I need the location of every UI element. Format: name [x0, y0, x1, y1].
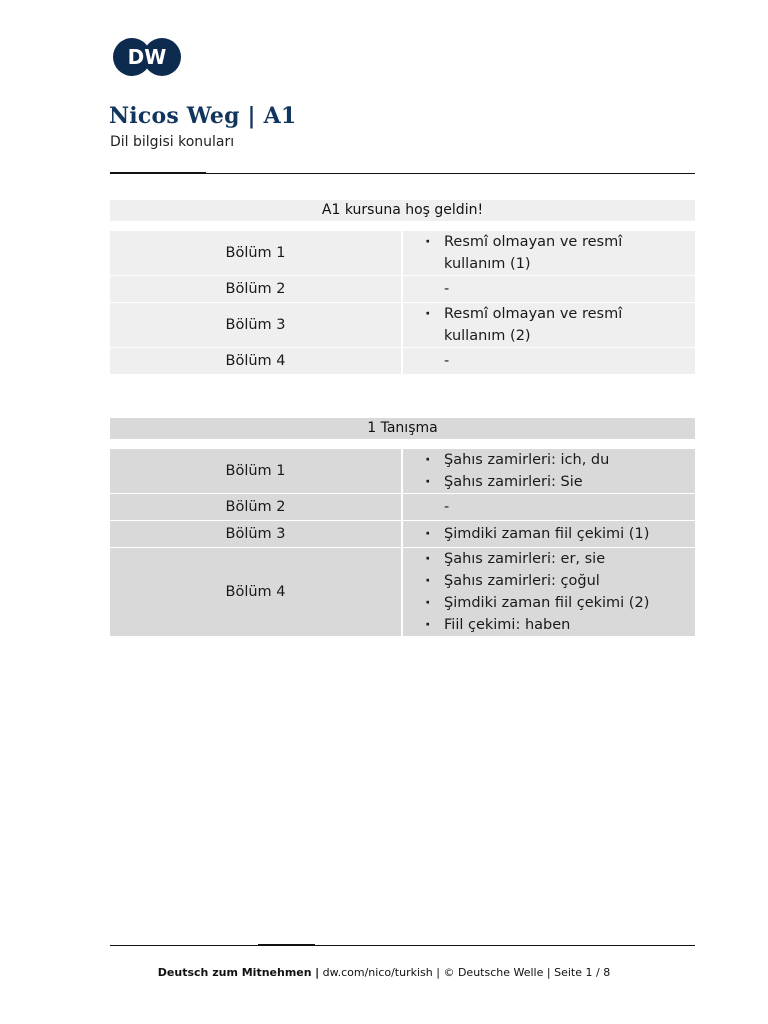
table-row — [110, 276, 695, 303]
topics-cell — [402, 231, 695, 276]
topic-item: · Şahıs zamirleri: er, sie — [425, 548, 685, 570]
document-title: Nicos Weg | A1 — [109, 103, 297, 129]
section-tanisma — [110, 418, 695, 637]
table-row — [110, 494, 695, 521]
empty-topic: - — [444, 353, 450, 369]
table-row — [110, 231, 695, 276]
topic-item: · Şahıs zamirleri: Sie — [425, 471, 685, 493]
footer-page-number: Seite 1 / 8 — [554, 966, 611, 979]
chapter-label: Bölüm 4 — [110, 548, 402, 637]
topics-cell — [402, 494, 695, 521]
topics-cell — [402, 449, 695, 494]
footer-divider — [110, 945, 695, 946]
topics-cell — [402, 348, 695, 375]
document-subtitle: Dil bilgisi konuları — [110, 134, 235, 150]
chapter-label: Bölüm 2 — [110, 276, 402, 303]
section-welcome — [110, 200, 695, 375]
table-row — [110, 521, 695, 548]
section-heading: A1 kursuna hoş geldin! — [110, 200, 695, 221]
footer-brand: Deutsch zum Mitnehmen — [157, 966, 312, 979]
topic-item: · Fiil çekimi: haben — [425, 614, 685, 636]
footer-separator: | — [315, 966, 320, 979]
footer-separator: | — [436, 966, 440, 979]
table-row — [110, 348, 695, 375]
chapter-label: Bölüm 2 — [110, 494, 402, 521]
dw-logo — [112, 37, 182, 77]
section-heading: 1 Tanışma — [110, 418, 695, 439]
svg-text:DW: DW — [127, 45, 167, 69]
topics-cell — [402, 303, 695, 348]
chapter-label: Bölüm 3 — [110, 303, 402, 348]
topic-item: · Resmî olmayan ve resmî kullanım (2) — [425, 303, 685, 347]
empty-topic: - — [444, 281, 450, 297]
footer-separator: | — [546, 966, 551, 979]
chapter-label: Bölüm 1 — [110, 231, 402, 276]
topics-cell — [402, 521, 695, 548]
footer-copyright: © Deutsche Welle — [443, 966, 544, 979]
empty-topic: - — [444, 499, 450, 515]
chapter-label: Bölüm 4 — [110, 348, 402, 375]
header-divider — [110, 173, 695, 174]
chapter-label: Bölüm 1 — [110, 449, 402, 494]
table-row — [110, 449, 695, 494]
grammar-table — [110, 230, 695, 375]
topic-item: · Şahıs zamirleri: çoğul — [425, 570, 685, 592]
table-row — [110, 303, 695, 348]
footer-url[interactable]: dw.com/nico/turkish — [322, 966, 433, 979]
topic-item: · Resmî olmayan ve resmî kullanım (1) — [425, 231, 685, 275]
page-footer — [0, 966, 768, 979]
table-row — [110, 548, 695, 637]
chapter-label: Bölüm 3 — [110, 521, 402, 548]
topics-cell — [402, 548, 695, 637]
topics-cell — [402, 276, 695, 303]
topic-item: · Şimdiki zaman fiil çekimi (1) — [425, 523, 685, 545]
grammar-table — [110, 448, 695, 637]
topic-item: · Şahıs zamirleri: ich, du — [425, 449, 685, 471]
topic-item: · Şimdiki zaman fiil çekimi (2) — [425, 592, 685, 614]
